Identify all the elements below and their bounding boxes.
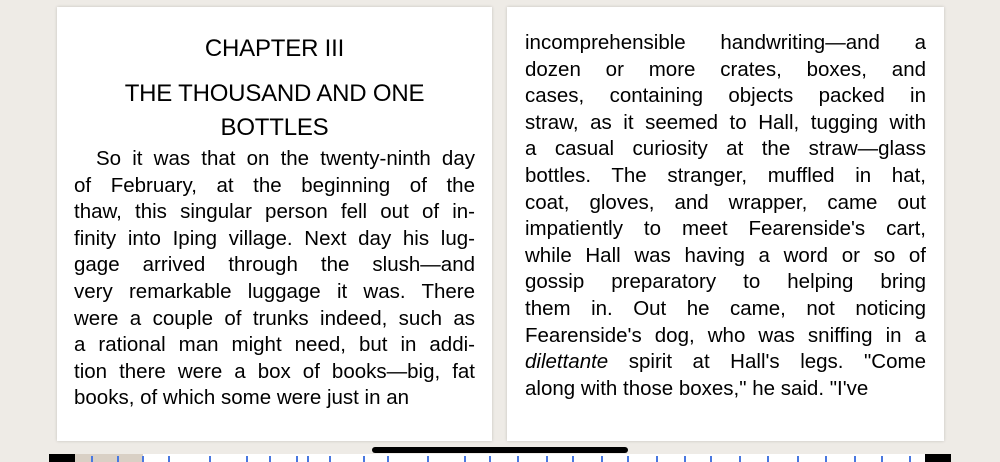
left-page[interactable] [57, 7, 492, 441]
chapter-tick [489, 456, 491, 462]
text-line: straw, as it seemed to Hall, tugging with [525, 110, 926, 134]
chapter-tick [909, 456, 911, 462]
chapter-tick [387, 456, 389, 462]
chapter-tick [684, 456, 686, 462]
chapter-tick [269, 456, 271, 462]
text-line: Fearenside's dog, who was sniffing in a [525, 323, 926, 347]
chapter-tick [825, 456, 827, 462]
right-page[interactable] [507, 7, 944, 441]
text-line: gossip preparatory to helping bring [525, 270, 926, 294]
left-page-text [74, 146, 475, 412]
chapter-tick [142, 456, 144, 462]
text-line: cases, containing objects packed in [525, 84, 926, 108]
chapter-tick [91, 456, 93, 462]
text-line: coat, gloves, and wrapper, came out [525, 190, 926, 214]
text-line: thaw, this singular person fell out of in- [74, 200, 475, 224]
chapter-tick [307, 456, 309, 462]
text-line-italic [525, 349, 926, 376]
text-line: dozen or more crates, boxes, and [525, 57, 926, 81]
text-line: So it was that on the twenty-ninth day [96, 147, 475, 170]
chapter-tick [246, 456, 248, 462]
chapter-tick [881, 456, 883, 462]
page-scrubber[interactable] [49, 454, 951, 462]
text-line: them in. Out he came, not noticing [525, 296, 926, 320]
text-line: finity into Iping village. Next day his lug- [74, 226, 475, 250]
chapter-tick [329, 456, 331, 462]
text-line: were a couple of trunks indeed, such as [74, 306, 475, 330]
text-line: while Hall was having a word or so of [525, 243, 926, 267]
chapter-tick [656, 456, 658, 462]
chapter-tick [546, 456, 548, 462]
text-line: books, of which some were just in an [74, 386, 409, 410]
chapter-tick [739, 456, 741, 462]
line-rest: spirit at Hall's legs. "Come [608, 350, 926, 374]
scrubber-left-cap [49, 454, 75, 462]
chapter-tick [427, 456, 429, 462]
text-line: incomprehensible handwriting—and a [525, 31, 926, 54]
chapter-title-line: THE THOUSAND AND ONE [124, 80, 425, 107]
text-line: along with those boxes," he said. "I've [525, 376, 869, 400]
chapter-title [77, 77, 472, 145]
text-line: bottles. The stranger, muffled in hat, [525, 163, 926, 187]
chapter-title-line: BOTTLES [220, 114, 329, 141]
scrubber-progress [75, 454, 143, 462]
text-line: of February, at the beginning of the [74, 173, 475, 197]
text-line: very remarkable luggage it was. There [74, 279, 475, 303]
chapter-tick [117, 456, 119, 462]
chapter-tick [209, 456, 211, 462]
scrubber-right-cap [925, 454, 951, 462]
italic-word: dilettante [525, 350, 609, 374]
home-indicator[interactable] [372, 447, 628, 453]
chapter-tick [627, 456, 629, 462]
chapter-tick [168, 456, 170, 462]
chapter-tick [572, 456, 574, 462]
chapter-tick [464, 456, 466, 462]
scrubber-track[interactable] [49, 454, 951, 462]
chapter-tick [296, 456, 298, 462]
text-line: a rational man might need, but in addi- [74, 333, 475, 357]
right-page-text [525, 30, 926, 402]
text-line: impatiently to meet Fearenside's cart, [525, 217, 926, 241]
text-line: a casual curiosity at the straw—glass [525, 137, 926, 161]
chapter-heading: CHAPTER III [204, 35, 345, 62]
chapter-tick [797, 456, 799, 462]
chapter-tick [854, 456, 856, 462]
text-line: tion there were a box of books—big, fat [74, 359, 475, 383]
chapter-tick [767, 456, 769, 462]
chapter-tick [517, 456, 519, 462]
chapter-tick [363, 456, 365, 462]
chapter-tick [710, 456, 712, 462]
text-line: gage arrived through the slush—and [74, 253, 475, 277]
chapter-tick [601, 456, 603, 462]
